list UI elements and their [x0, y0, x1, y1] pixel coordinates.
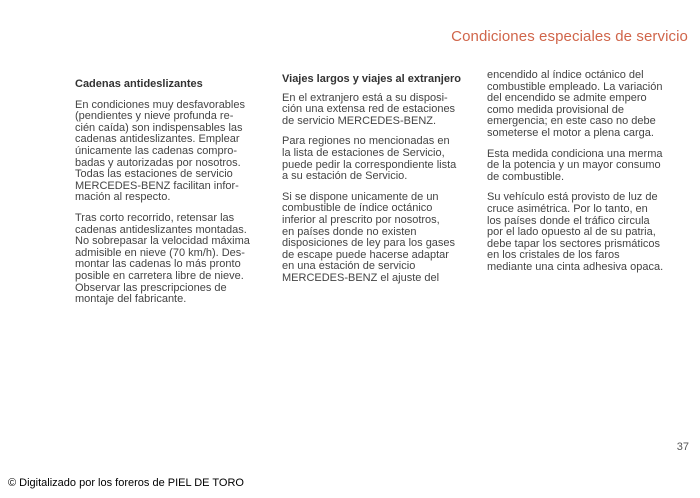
text-line: del encendido se admite empero	[487, 92, 647, 105]
column-2	[282, 74, 472, 294]
section-heading-snow-chains: Cadenas antideslizantes	[75, 78, 203, 90]
text-line: de servicio MERCEDES-BENZ.	[282, 114, 437, 127]
credit-line: © Digitalizado por los foreros de PIEL DE TORO	[8, 477, 244, 489]
text-line: admisible en nieve (70 km/h). Des-	[75, 246, 245, 259]
text-line: debe tapar los sectores prismáticos	[487, 237, 661, 250]
text-line: posible en carretera libre de nieve.	[75, 269, 244, 282]
text-line: como medida provisional de	[487, 103, 624, 116]
text-line: mediante una cinta adhesiva opaca.	[487, 260, 664, 273]
text-line: a su estación de Servicio.	[282, 170, 408, 183]
text-line: cruce asimétrica. Por lo tanto, en	[487, 202, 648, 215]
text-line: los países donde el tráfico circula	[487, 214, 650, 227]
text-line: disposiciones de ley para los gases	[282, 237, 456, 250]
paragraph	[282, 192, 472, 285]
text-line: combustible de índice octánico	[282, 202, 433, 215]
text-line: someterse el motor a plena carga.	[487, 126, 654, 139]
text-line: cadenas antideslizantes. Emplear	[75, 133, 240, 146]
text-line: Para regiones no mencionadas en	[282, 135, 450, 148]
paragraph	[487, 70, 687, 140]
column-1	[75, 79, 265, 315]
text-line: la lista de estaciones de Servicio,	[282, 146, 445, 159]
text-line: combustible empleado. La variación	[487, 80, 663, 93]
text-line: cadenas antideslizantes montadas.	[75, 223, 247, 236]
paragraph	[487, 149, 687, 184]
text-line: encendido al índice octánico del	[487, 69, 644, 81]
page-title: Condiciones especiales de servicio	[451, 28, 688, 45]
text-line: Observar las prescripciones de	[75, 281, 227, 294]
text-line: en países donde no existen	[282, 225, 417, 238]
text-line: (pendientes y nieve profunda re-	[75, 110, 234, 123]
column-3	[487, 70, 687, 283]
text-line: en una estación de servicio	[282, 260, 416, 273]
text-line: en los cristales de los faros	[487, 249, 620, 262]
text-line: MERCEDES-BENZ el ajuste del	[282, 271, 440, 284]
text-line: únicamente las cadenas compro-	[75, 144, 238, 157]
text-line: Tras corto recorrido, retensar las	[75, 211, 235, 224]
paragraph	[487, 192, 687, 273]
text-line: emergencia; en este caso no debe	[487, 115, 656, 128]
text-line: En el extranjero está a su disposi-	[282, 91, 448, 104]
text-line: En condiciones muy desfavorables	[75, 98, 245, 111]
text-line: de la potencia y un mayor consumo	[487, 159, 661, 172]
text-line: Si se dispone unicamente de un	[282, 190, 439, 203]
text-line: de combustible.	[487, 170, 565, 183]
section-heading-long-trips-abroad: Viajes largos y viajes al extranjero	[282, 73, 461, 85]
paragraph	[75, 213, 265, 306]
text-line: puede pedir la correspondiente lista	[282, 158, 457, 171]
text-line: montar las cadenas lo más pronto	[75, 258, 241, 271]
paragraph	[282, 93, 472, 128]
text-line: Todas las estaciones de servicio	[75, 168, 233, 181]
text-line: montaje del fabricante.	[75, 293, 187, 306]
text-line: mación al respecto.	[75, 191, 171, 204]
text-line: Esta medida condiciona una merma	[487, 147, 663, 160]
text-line: badas y autorizadas por nosotros.	[75, 156, 241, 169]
text-line: MERCEDES-BENZ facilitan infor-	[75, 179, 239, 192]
text-line: por el lado opuesto al de su patria,	[487, 226, 656, 239]
paragraph	[75, 100, 265, 204]
paragraph	[282, 136, 472, 182]
text-line: No sobrepasar la velocidad máxima	[75, 235, 250, 248]
text-line: inferior al prescrito por nosotros,	[282, 213, 440, 226]
page-number: 37	[676, 441, 689, 453]
text-line: Su vehículo está provisto de luz de	[487, 191, 658, 204]
text-line: ción una extensa red de estaciones	[282, 103, 456, 116]
text-line: de escape puede hacerse adaptar	[282, 248, 449, 261]
text-line: cién caída) son indispensables las	[75, 121, 243, 134]
